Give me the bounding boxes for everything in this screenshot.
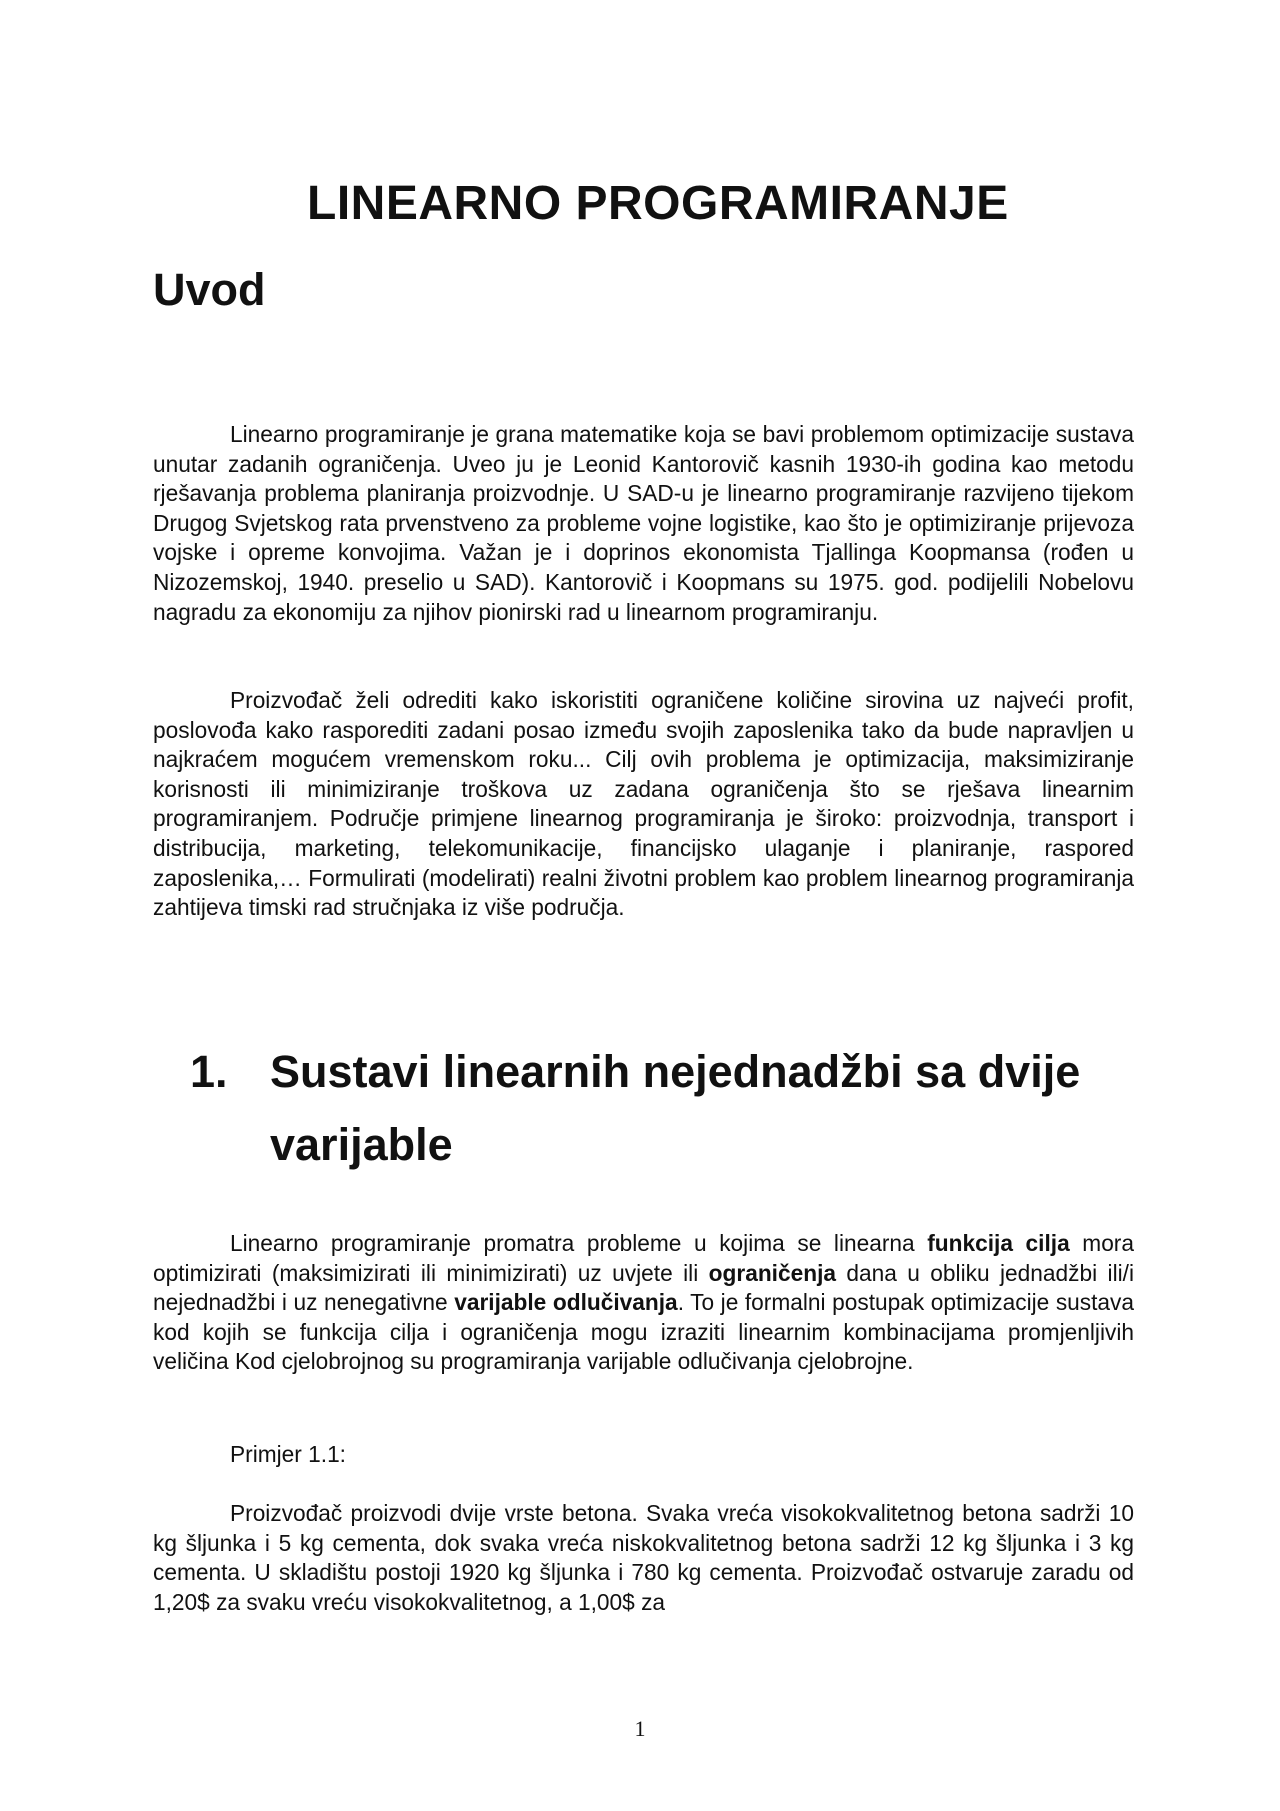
example-label: Primjer 1.1: (230, 1441, 346, 1467)
page-number: 1 (634, 1716, 646, 1741)
intro-paragraph-2: Proizvođač želi odrediti kako iskoristiti ograničene količine sirovina uz najveći profit, poslovođa kako rasporediti zadani posao između svojih zaposlenika tako da bude napravljen u najkraćem mogućem vremenskom roku... Cilj ovih problema je optimizacija, maksimiziranje korisnosti ili minimiziranje troškova uz zadana ograničenja što se rješava linearnim programiranjem. Područje primjene linearnog programiranja je široko: proizvodnja, transport i distribucija, marketing, telekomunikacije, financijsko ulaganje i planiranje, raspored zaposlenika,… Formulirati (modelirati) realni životni problem kao problem linearnog programiranja zahtijeva timski rad stručnjaka iz više područja. (153, 687, 1134, 921)
chapter-paragraph-text-2: mora optimizirati (maksimizirati ili minimizirati) uz uvjete ili (153, 1230, 1134, 1286)
chapter-title: Sustavi linearnih nejednadžbi sa dvije varijable (270, 1046, 1081, 1170)
chapter-paragraph-text-3: dana u obliku jednadžbi ili/i nejednadžbi i uz nenegativne (153, 1259, 1134, 1316)
chapter-number: 1. (190, 1046, 228, 1097)
term-constraints: ograničenja (708, 1259, 836, 1286)
chapter-paragraph (153, 1229, 1134, 1377)
intro-paragraph-1: Linearno programiranje je grana matematike koja se bavi problemom optimizacije sustava unutar zadanih ograničenja. Uveo ju je Leonid Kantorovič kasnih 1930-ih godina kao metodu rješavanja problema planiranja proizvodnje. U SAD-u je linearno programiranje razvijeno tijekom Drugog Svjetskog rata prvenstveno za probleme vojne logistike, kao što je optimiziranje prijevoza vojske i opreme konvojima. Važan je i doprinos ekonomista Tjallinga Koopmansa (rođen u Nizozemskoj, 1940. preselio u SAD). Kantorovič i Koopmans su 1975. god. podijelili Nobelovu nagradu za ekonomiju za njihov pionirski rad u linearnom programiranju. (153, 421, 1134, 625)
term-decision-variables: varijable odlučivanja (454, 1289, 678, 1316)
intro-heading: Uvod (153, 264, 266, 315)
term-objective-function: funkcija cilja (927, 1230, 1070, 1256)
example-paragraph: Proizvođač proizvodi dvije vrste betona. Svaka vreća visokokvalitetnog betona sadrži 10 kg šljunka i 5 kg cementa, dok svaka vreća niskokvalitetnog betona sadrži 12 kg šljunka i 3 kg cementa. U skladištu postoji 1920 kg šljunka i 780 kg cementa. Proizvođač ostvaruje zaradu od 1,20$ za svaku vreću visokokvalitetnog, a 1,00$ za (153, 1500, 1134, 1615)
chapter-paragraph-text-1: Linearno programiranje promatra probleme u kojima se linearna (230, 1230, 928, 1256)
chapter-paragraph-text-4: . To je formalni postupak optimizacije sustava kod kojih se funkcija cilja i ograničenja mogu izraziti linearnim kombinacijama promjenljivih veličina Kod cjelobrojnog su programiranja varijable odlučivanja cjelobrojne. (153, 1289, 1135, 1375)
chapter-heading (190, 1035, 1140, 1181)
document-title: LINEARNO PROGRAMIRANJE (307, 177, 1009, 230)
